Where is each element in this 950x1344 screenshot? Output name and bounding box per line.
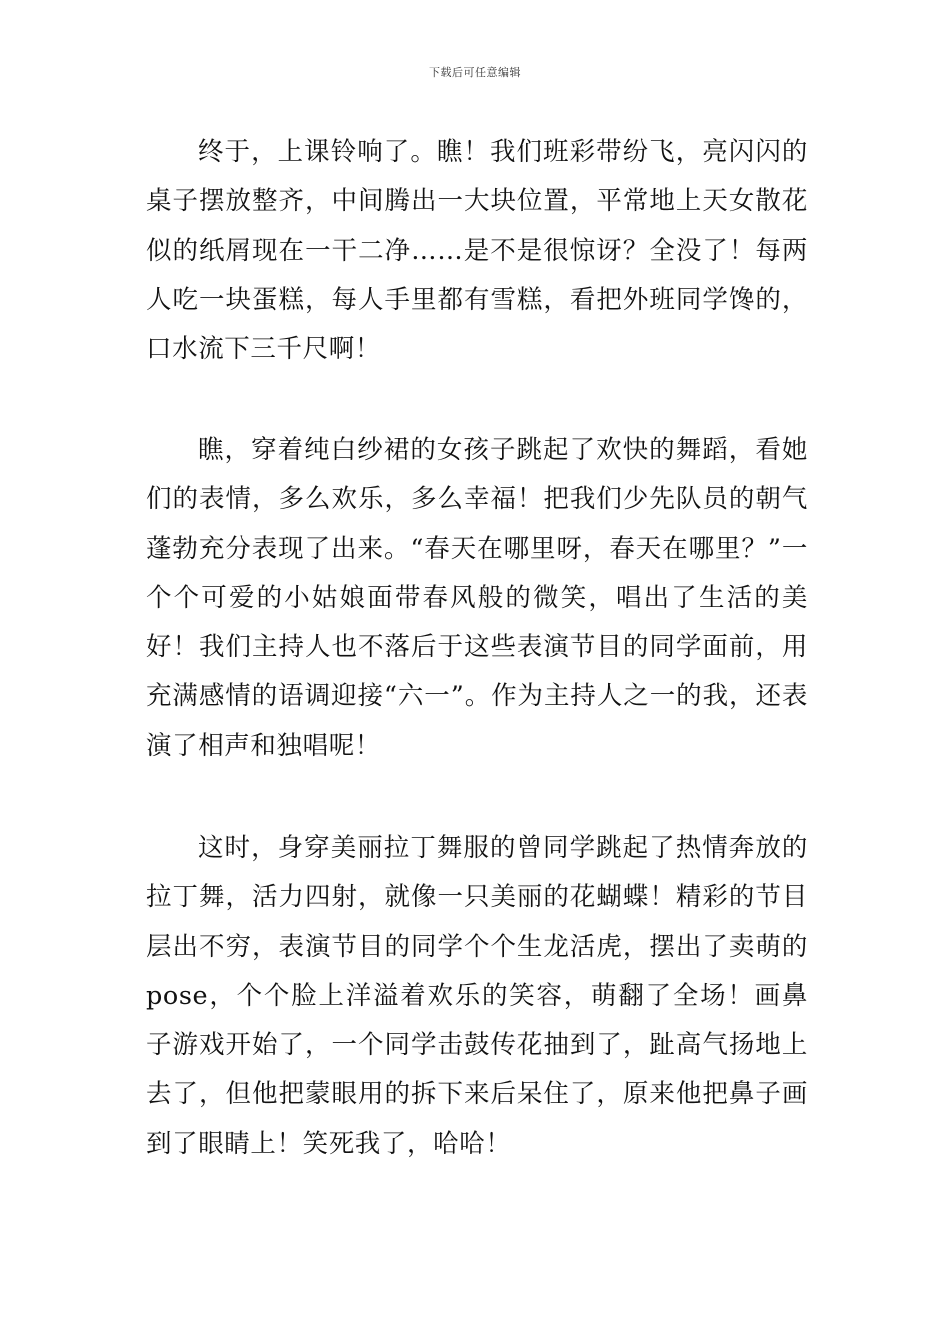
page-header-note: 下载后可任意编辑	[429, 66, 521, 79]
paragraph-3: 这时，身穿美丽拉丁舞服的曾同学跳起了热情奔放的拉丁舞，活力四射，就像一只美丽的花蝴蝶！精彩的节目层出不穷，表演节目的同学个个生龙活虎，摆出了卖萌的pose，个个脸上洋溢着欢乐的笑容，萌翻了全场！画鼻子游戏开始了，一个同学击鼓传花抽到了，趾高气扬地上去了，但他把蒙眼用的拆下来后呆住了，原来他把鼻子画到了眼睛上！笑死我了，哈哈！	[146, 833, 808, 1159]
paragraph-2: 瞧，穿着纯白纱裙的女孩子跳起了欢快的舞蹈，看她们的表情，多么欢乐，多么幸福！把我们少先队员的朝气蓬勃充分表现了出来。“春天在哪里呀，春天在哪里？”一个个可爱的小姑娘面带春风般的微笑，唱出了生活的美好！我们主持人也不落后于这些表演节目的同学面前，用充满感情的语调迎接“六一”。作为主持人之一的我，还表演了相声和独唱呢！	[146, 435, 808, 761]
paragraph-1: 终于，上课铃响了。瞧！我们班彩带纷飞，亮闪闪的桌子摆放整齐，中间腾出一大块位置，平常地上天女散花似的纸屑现在一干二净……是不是很惊讶？全没了！每两人吃一块蛋糕，每人手里都有雪糕，看把外班同学馋的，口水流下三千尺啊！	[146, 137, 808, 365]
